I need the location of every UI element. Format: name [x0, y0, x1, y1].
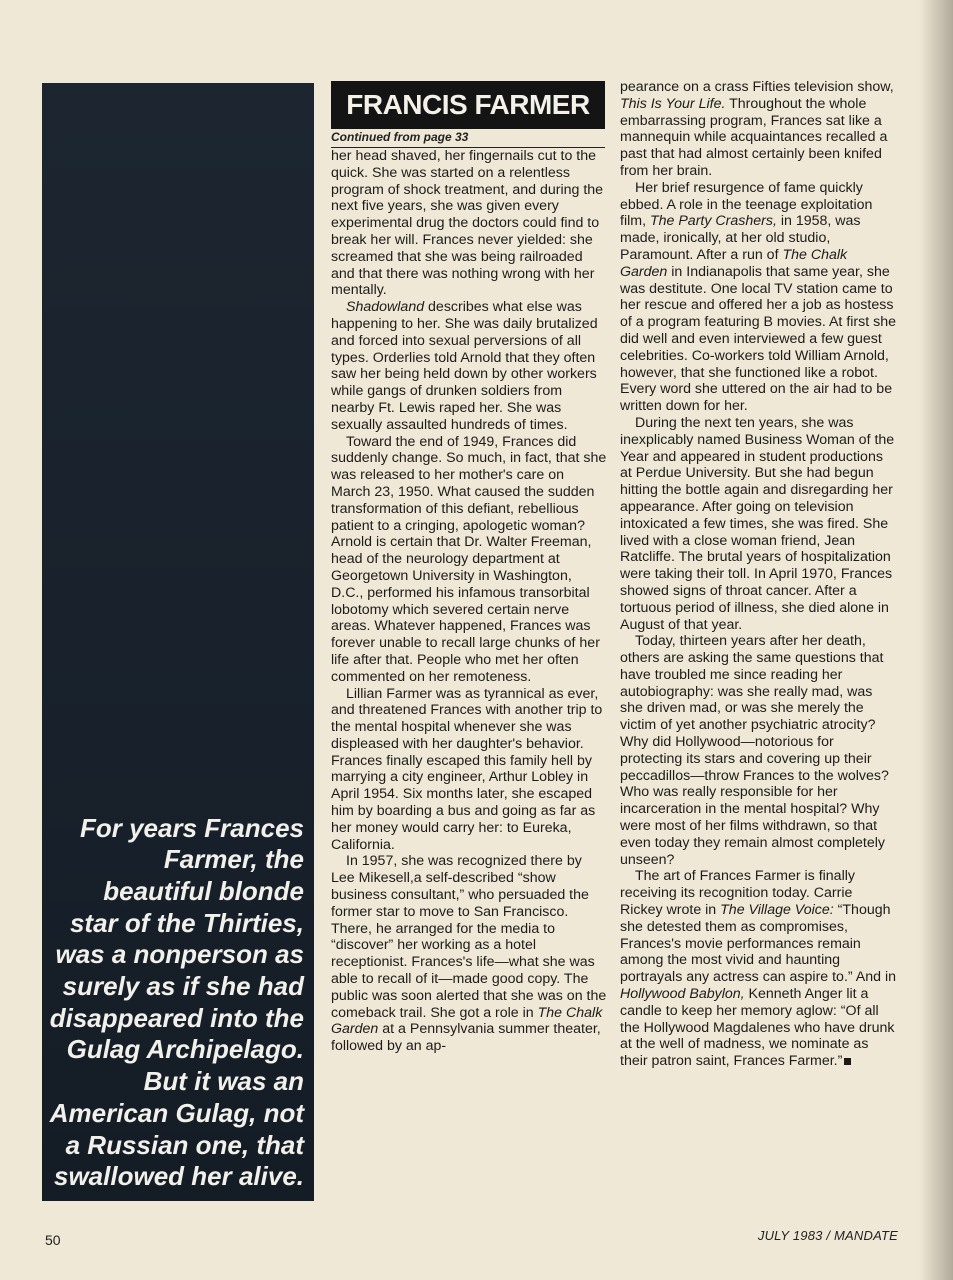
paragraph: The art of Frances Farmer is finally receiving its recognition today. Carrie Rickey wrote in The Village Voice: “Though she detested them as compromises, Frances's movie performances remain among the most vivid and haunting portrayals any actress can aspire to.” And in Hollywood Babylon, Kenneth Anger lit a candle to keep her memory aglow: “Of all the Hollywood Magdalenes who have drunk at the well of madness, we nominate as their patron saint, Frances Farmer.”	[620, 868, 897, 1070]
play-title: The Chalk Garden	[331, 1004, 603, 1038]
paragraph: Shadowland describes what else was happening to her. She was daily brutalized and forced into sexual perversions of all types. Orderlies told Arnold that they often saw her being held down by other workers while gangs of drunken soldiers from nearby Ft. Lewis raped her. She was sexually assaulted hundreds of times.	[331, 299, 598, 433]
paragraph: pearance on a crass Fifties television show, This Is Your Life. Throughout the whole embarrassing program, Frances sat like a mannequin while acquaintances recalled a past that had almost certainly been knifed from her brain.	[620, 79, 894, 179]
show-title: This Is Your Life.	[620, 95, 726, 112]
end-of-article-mark	[844, 1058, 851, 1065]
paragraph: Today, thirteen years after her death, others are asking the same questions that have troubled me since reading her autobiography: was she really mad, was she driven mad, or was she merely the victim of yet another psychiatric atrocity? Why did Hollywood—notorious for protecting its stars and covering up their peccadillos—throw Frances to the wolves? Who was really responsible for her incarceration in the mental hospital? Why were most of her films withdrawn, so that even today they remain almost completely unseen?	[620, 633, 889, 868]
paragraph: Toward the end of 1949, Frances did suddenly change. So much, in fact, that she was released to her mother's care on March 23, 1950. What caused the sudden transformation of this defiant, rebellious patient to a cringing, apologetic woman? Arnold is certain that Dr. Walter Freeman, head of the neurology department at Georgetown University in Washington, D.C., performed his infamous transorbital lobotomy which severed certain nerve areas. Whatever happened, Frances was forever unable to recall large chunks of her life after that. People who met her often commented on her remoteness.	[331, 433, 607, 685]
paragraph: her head shaved, her fingernails cut to the quick. She was started on a relentless program of shock treatment, and during the next five years, she was given every experimental drug the doctors could find to break her will. Frances never yielded: she screamed that she was being railroaded and that there was nothing wrong with her mentally.	[331, 148, 604, 299]
article-title: FRANCIS FARMER	[331, 81, 605, 129]
issue-line: JULY 1983 / MANDATE	[757, 1228, 898, 1243]
publication-title: The Village Voice:	[720, 902, 834, 919]
paragraph: In 1957, she was recognized there by Lee Mikesell,a self-described “show business consultant,” who persuaded the former star to move to San Francisco. There, he arranged for the media to “discover” her working as a hotel receptionist. Frances's life—what she was able to recall of it—made good copy. The public was soon alerted that she was on the comeback trail. She got a role in The Chalk Garden at a Pennsylvania summer theater, followed by an ap-	[331, 853, 607, 1055]
page-edge-shadow	[919, 0, 953, 1280]
article-column-2	[620, 79, 898, 1070]
play-title: The Chalk Garden	[620, 246, 848, 280]
film-title: The Party Crashers,	[649, 213, 777, 230]
paragraph: Her brief resurgence of fame quickly ebbed. A role in the teenage exploitation film, The Party Crashers, in 1958, was made, ironically, at her old studio, Paramount. After a run of The Chalk Garden in Indianapolis that same year, she was destitute. One local TV station came to her rescue and offered her a job as hostess of a program featuring B movies. At first she did well and even interviewed a few guest celebrities. Co-workers told William Arnold, however, that she functioned like a robot. Every word she uttered on the air had to be written down for her.	[620, 179, 896, 415]
pull-quote: For years Frances Farmer, the beautiful blonde star of the Thirties, was a nonperson as surely as if she had disappeared into the Gulag Archipelago. But it was an American Gulag, not a Russian one, that swallowed her alive.	[49, 812, 304, 1192]
pull-quote-panel	[42, 83, 314, 1201]
paragraph: Lillian Farmer was as tyrannical as ever, and threatened Frances with another trip to the mental hospital whenever she was displeased with her daughter's behavior. Frances finally escaped this family hell by marrying a city engineer, Arthur Lobley in April 1954. Six months later, she escaped him by boarding a bus and going as far as her money would carry her: to Eureka, California.	[331, 685, 603, 853]
article-column-1	[331, 148, 607, 1055]
continued-note: Continued from page 33	[331, 129, 605, 148]
book-title: Shadowland	[346, 299, 425, 316]
page-number: 50	[45, 1232, 61, 1248]
paragraph: During the next ten years, she was inexplicably named Business Woman of the Year and appeared in student productions at Perdue University. But she had begun hitting the bottle again and disregarding her appearance. After going on television intoxicated a few times, she was fired. She lived with a close woman friend, Jean Ratcliffe. The brutal years of hospitalization were taking their toll. In April 1970, Frances showed signs of throat cancer. After a tortuous period of illness, she died alone in August of that year.	[620, 414, 895, 633]
book-title: Hollywood Babylon,	[620, 986, 745, 1003]
